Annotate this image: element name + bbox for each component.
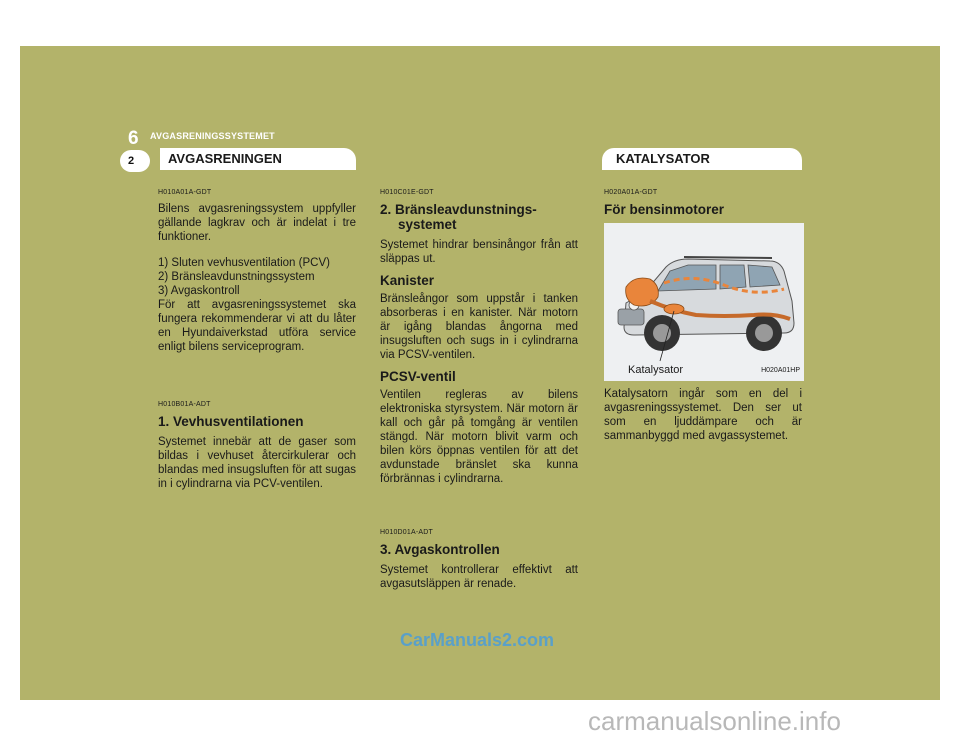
footer-watermark: carmanualsonline.info: [588, 706, 841, 736]
watermark-link[interactable]: CarManuals2.com: [400, 630, 555, 650]
recommendation-paragraph: För att avgasreningssystemet ska fungera rekommenderar vi att du låter en Hyundaiverkstad utföra service enligt bilens serviceprogram.: [158, 299, 356, 353]
section-code: H020A01A-GDT: [604, 189, 658, 196]
kanister-paragraph: Bränsleångor som uppstår i tanken absorberas i en kanister. När motorn är igång blandas ångorna med insugsluften och sugs in i cylindrarna via PCSV-ventilen.: [380, 293, 578, 361]
function-list-item: 3) Avgaskontroll: [158, 285, 240, 297]
heading-bransleavdunstning: 2. Bränsleavdunstnings-: [380, 202, 537, 217]
chapter-title: AVGASRENINGSSYSTEMET: [150, 131, 275, 141]
katalysator-paragraph: Katalysatorn ingår som en del i avgasreningssystemet. Den ser ut som en ljuddämpare och är sammanbyggd med avgassystemet.: [604, 388, 802, 442]
column-middle: [380, 186, 578, 591]
section-tab-katalysator: KATALYSATOR: [602, 148, 802, 170]
function-list-item: 1) Sluten vevhusventilation (PCV): [158, 257, 330, 269]
figure-label-katalysator: Katalysator: [628, 364, 684, 376]
subheading-kanister: Kanister: [380, 273, 435, 288]
heading-bransleavdunstning-cont: systemet: [398, 217, 457, 232]
chapter-number: 6: [128, 128, 139, 149]
avgaskontroll-paragraph: Systemet kontrollerar effektivt att avgasutsläppen är renade.: [380, 564, 578, 590]
figure-code: H020A01HP: [761, 367, 800, 374]
column-right: [604, 186, 802, 443]
heading-for-bensinmotorer: För bensinmotorer: [604, 202, 725, 217]
section-code: H010D01A-ADT: [380, 529, 433, 536]
section-code: H010B01A-ADT: [158, 401, 211, 408]
function-list-item: 2) Bränsleavdunstningssystem: [158, 271, 315, 283]
pcsv-paragraph: Ventilen regleras av bilens elektroniska styrsystem. När motorn är kall och går på tomgång är ventilen stängd. När motorn blivit varm och bilen körs öppnas ventilen för att det avdunstade bränslet ska kunna förbrännas i cylindrarna.: [380, 389, 578, 485]
heading-vevhusventilationen: 1. Vevhusventilationen: [158, 414, 304, 429]
section-code: H010A01A-GDT: [158, 189, 212, 196]
vevhus-paragraph: Systemet innebär att de gaser som bildas i vevhuset återcirkulerar och blandas med insugsluften för att sugas in i cylindrarna via PCV-ventilen.: [158, 436, 356, 490]
subheading-pcsv-ventil: PCSV-ventil: [380, 369, 456, 384]
suv-illustration: [604, 223, 804, 381]
column-left: [158, 186, 356, 491]
page-number-badge: [120, 150, 150, 172]
bransle-paragraph: Systemet hindrar bensinångor från att släppas ut.: [380, 239, 578, 265]
section-tab-avgasreningen: AVGASRENINGEN: [160, 148, 356, 170]
page-number: 2: [128, 155, 135, 167]
catalytic-converter-figure: [604, 223, 804, 381]
intro-paragraph: Bilens avgasreningssystem uppfyller gällande lagkrav och är indelat i tre funktioner.: [158, 203, 356, 243]
heading-avgaskontrollen: 3. Avgaskontrollen: [380, 542, 500, 557]
section-code: H010C01E-GDT: [380, 189, 434, 196]
